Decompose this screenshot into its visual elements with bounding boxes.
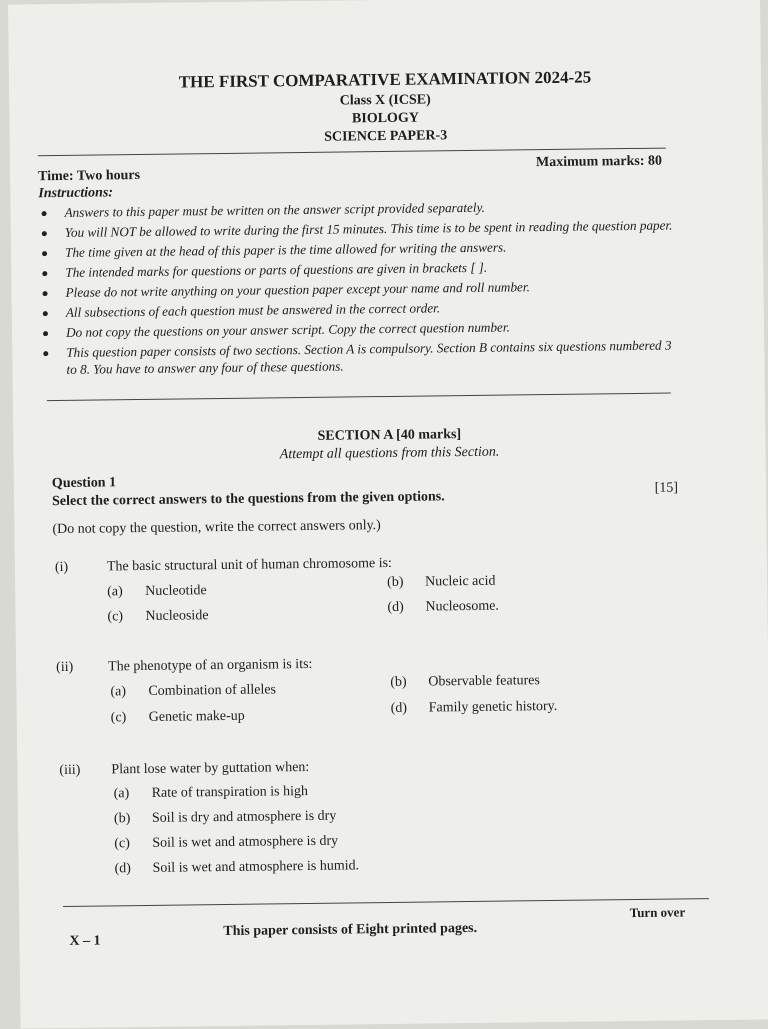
sub-question-i xyxy=(54,553,655,576)
page-count-note: This paper consists of Eight printed pages. xyxy=(223,920,478,940)
section-subtitle: Attempt all questions from this Section. xyxy=(279,444,500,463)
sub-question-stem: Plant lose water by guttation when: xyxy=(111,759,310,778)
instruction-item: Please do not write anything on your question paper except your name and roll number. xyxy=(39,276,679,301)
instructions-list xyxy=(38,196,680,381)
instruction-item: The time given at the head of this paper is the time allowed for writing the answers. xyxy=(39,236,679,261)
section-title: SECTION A [40 marks] xyxy=(317,427,462,444)
turn-over-note: Turn over xyxy=(629,904,686,921)
exam-paper xyxy=(8,0,768,1029)
sub-question-iii xyxy=(59,756,659,779)
instructions-divider xyxy=(47,393,671,402)
option-i-c: (c) Nucleoside xyxy=(107,608,209,625)
question-marks: [15] xyxy=(654,480,679,496)
option-i-d: (d) Nucleosome. xyxy=(387,598,499,616)
subject-line: BIOLOGY xyxy=(351,110,419,127)
option-ii-c: (c) Genetic make-up xyxy=(110,708,245,726)
question-number: Question 1 xyxy=(51,475,117,492)
option-ii-b: (b) Observable features xyxy=(390,673,540,690)
paper-line: SCIENCE PAPER-3 xyxy=(324,128,448,145)
sub-question-label: (ii) xyxy=(56,659,74,676)
time-allowed: Time: Two hours xyxy=(38,167,141,185)
sub-question-ii xyxy=(56,653,656,676)
option-iii-d: (d) Soil is wet and atmosphere is humid. xyxy=(114,858,360,877)
option-iii-b: (b) Soil is dry and atmosphere is dry xyxy=(113,808,337,827)
instruction-item: Answers to this paper must be written on the answer script provided separately. xyxy=(38,196,678,221)
instruction-item: Do not copy the questions on your answer script. Copy the correct question number. xyxy=(40,316,680,341)
sub-question-label: (i) xyxy=(54,559,69,576)
exam-title: THE FIRST COMPARATIVE EXAMINATION 2024-25 xyxy=(178,67,592,92)
max-marks: Maximum marks: 80 xyxy=(535,153,663,171)
instruction-item: This question paper consists of two sections. Section A is compulsory. Section B contains six questions numbered 3 to 8. You have to answer any four of these questions. xyxy=(40,336,680,378)
footer-divider xyxy=(63,898,709,907)
class-line: Class X (ICSE) xyxy=(339,92,431,109)
sub-question-label: (iii) xyxy=(59,762,81,779)
option-iii-a: (a) Rate of transpiration is high xyxy=(113,783,309,802)
paper-code: X – 1 xyxy=(69,933,101,949)
sub-question-stem: The phenotype of an organism is its: xyxy=(108,656,313,675)
instruction-item: The intended marks for questions or parts of questions are given in brackets [ ]. xyxy=(39,256,679,281)
option-ii-a: (a) Combination of alleles xyxy=(110,682,277,700)
option-i-b: (b) Nucleic acid xyxy=(387,573,496,591)
option-ii-d: (d) Family genetic history. xyxy=(390,698,558,716)
option-i-a: (a) Nucleotide xyxy=(107,583,207,600)
question-note: (Do not copy the question, write the correct answers only.) xyxy=(52,518,381,538)
sub-question-stem: The basic structural unit of human chromosome is: xyxy=(106,555,392,575)
question-text: Select the correct answers to the questions from the given options. xyxy=(52,489,445,510)
option-iii-c: (c) Soil is wet and atmosphere is dry xyxy=(114,833,339,852)
instruction-item: All subsections of each question must be answered in the correct order. xyxy=(40,296,680,321)
instruction-item: You will NOT be allowed to write during the first 15 minutes. This time is to be spent in reading the question paper. xyxy=(39,216,679,241)
instructions-heading: Instructions: xyxy=(38,185,114,202)
